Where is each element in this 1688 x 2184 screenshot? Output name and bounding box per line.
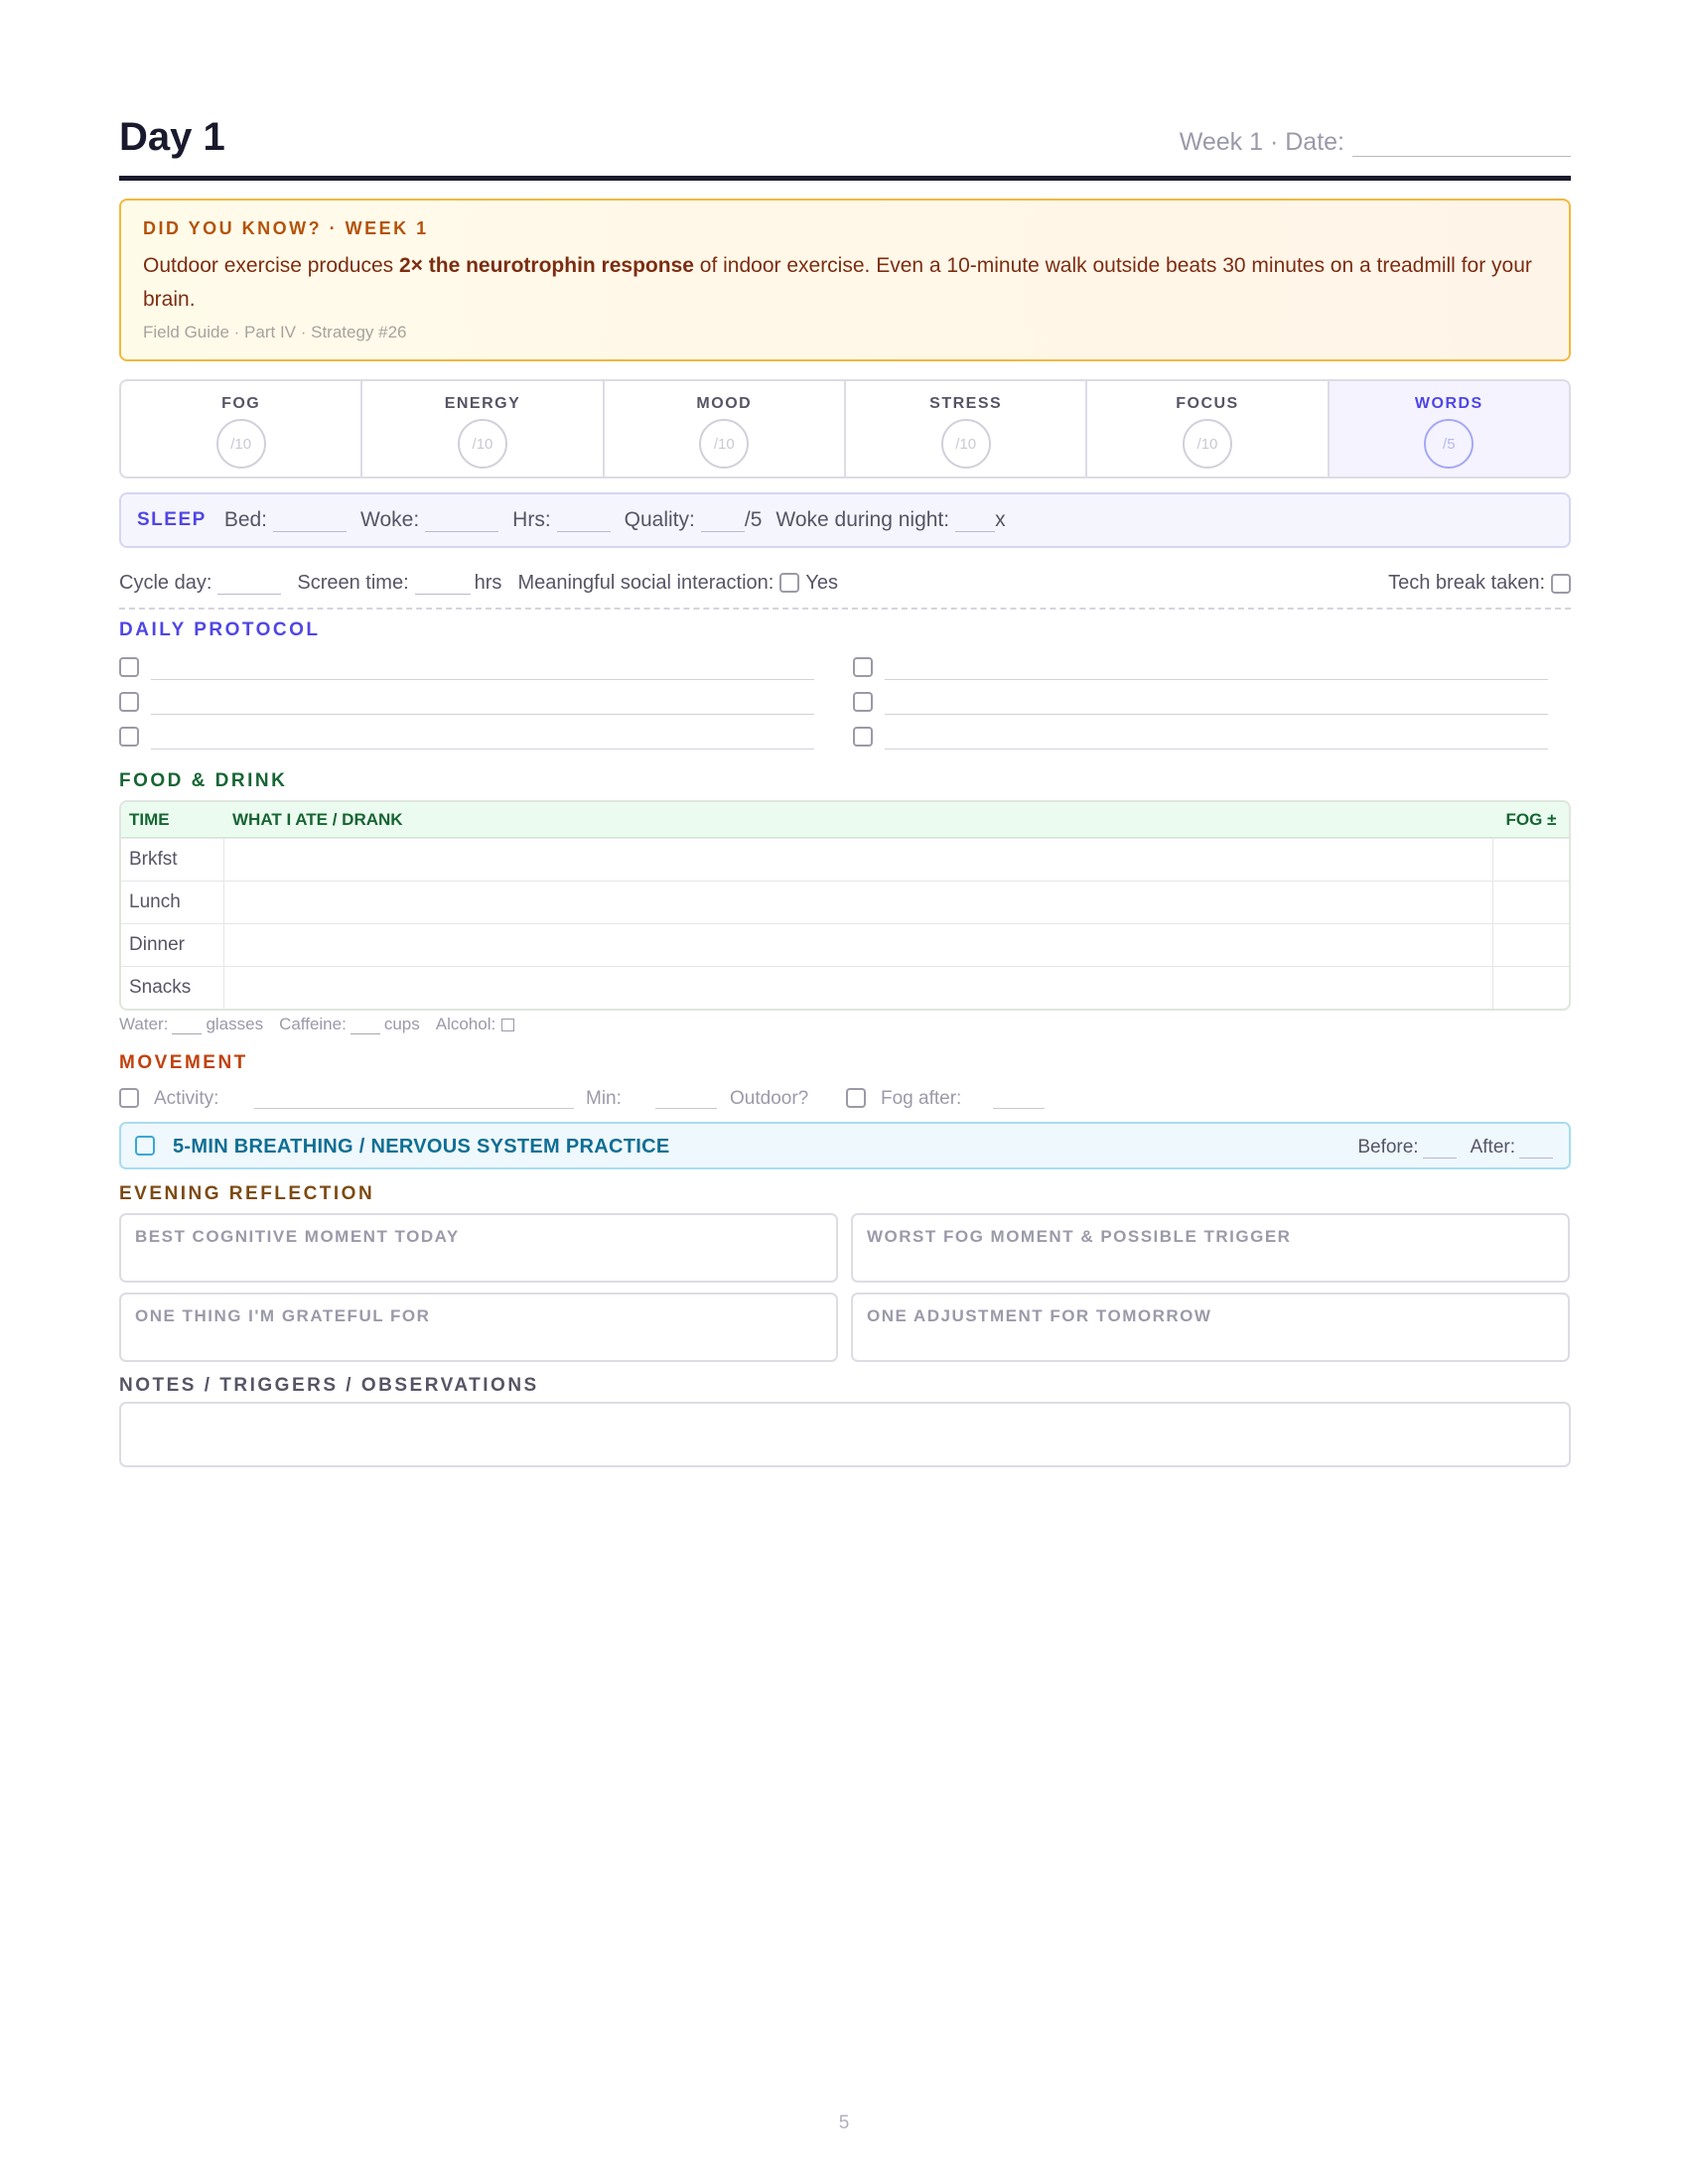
alcohol-label: Alcohol: — [435, 1015, 496, 1033]
meal-fog[interactable] — [1493, 882, 1569, 923]
meal-label: Dinner — [121, 924, 224, 966]
page-number: 5 — [838, 2113, 850, 2133]
screen-time-input[interactable] — [415, 575, 471, 595]
outdoor-label: Outdoor? — [730, 1088, 809, 1109]
table-row — [121, 838, 1569, 881]
protocol-checkbox[interactable] — [119, 657, 139, 677]
tech-break-label: Tech break taken: — [1388, 572, 1545, 594]
misc-row — [119, 570, 1571, 610]
protocol-item — [853, 723, 1548, 752]
meal-label: Lunch — [121, 882, 224, 923]
caffeine-label: Caffeine: — [279, 1015, 347, 1033]
screen-time-unit: hrs — [474, 572, 502, 594]
meal-label: Snacks — [121, 967, 224, 1009]
rating-input[interactable]: /10 — [458, 419, 507, 469]
rating-input[interactable]: /5 — [1424, 419, 1474, 469]
time-header: TIME — [129, 809, 170, 829]
social-yes-label: Yes — [805, 572, 838, 594]
activity-label: Activity: — [154, 1088, 219, 1109]
cycle-day-input[interactable] — [217, 575, 281, 595]
meal-label: Brkfst — [121, 839, 224, 881]
protocol-line[interactable] — [885, 679, 1548, 680]
rating-input[interactable]: /10 — [941, 419, 991, 469]
protocol-checkbox[interactable] — [853, 727, 873, 747]
rating-label: ENERGY — [444, 395, 521, 412]
protocol-line[interactable] — [151, 679, 814, 680]
callout-body-text: Outdoor exercise produces — [143, 254, 399, 277]
adjustment-box[interactable]: ONE ADJUSTMENT FOR TOMORROW — [851, 1293, 1570, 1362]
evening-reflection-heading: EVENING REFLECTION — [119, 1183, 375, 1204]
social-label: Meaningful social interaction: — [517, 572, 774, 594]
quality-scale: /5 — [744, 508, 763, 531]
before-label: Before: — [1357, 1137, 1419, 1158]
date-meta — [1180, 128, 1571, 157]
water-unit: glasses — [206, 1015, 264, 1033]
breathing-checkbox[interactable] — [135, 1136, 155, 1156]
sleep-tag: SLEEP — [137, 509, 207, 530]
worst-fog-box[interactable]: WORST FOG MOMENT & POSSIBLE TRIGGER — [851, 1213, 1570, 1283]
tech-break-checkbox[interactable] — [1551, 574, 1571, 594]
before-input[interactable] — [1423, 1139, 1457, 1159]
bed-label: Bed: — [223, 508, 268, 531]
woke-field — [360, 508, 498, 532]
protocol-line[interactable] — [151, 749, 814, 750]
woke-night-input[interactable] — [955, 512, 995, 532]
hrs-input[interactable] — [557, 512, 611, 532]
protocol-line[interactable] — [885, 714, 1548, 715]
table-row — [121, 881, 1569, 923]
rating-label: MOOD — [696, 395, 753, 412]
rating-mood — [605, 381, 846, 477]
protocol-checkbox[interactable] — [119, 727, 139, 747]
sleep-row — [119, 492, 1571, 548]
bed-input[interactable] — [273, 512, 347, 532]
protocol-checkbox[interactable] — [853, 692, 873, 712]
protocol-item — [853, 653, 1548, 683]
week-date-label: Week 1 · Date: — [1179, 128, 1344, 156]
protocol-line[interactable] — [151, 714, 814, 715]
misc-right — [1388, 572, 1571, 595]
misc-left — [119, 572, 838, 595]
after-label: After: — [1470, 1137, 1515, 1158]
callout-body-emphasis: 2× the neurotrophin response — [398, 254, 694, 277]
callout-heading: DID YOU KNOW? · WEEK 1 — [143, 218, 429, 238]
rating-label: STRESS — [929, 395, 1003, 412]
outdoor-checkbox[interactable] — [846, 1088, 866, 1108]
fog-header: FOG ± — [1505, 809, 1557, 829]
intake-row — [119, 1015, 514, 1034]
food-table-header — [121, 802, 1569, 838]
callout-body-text-rest: of indoor exercise. Even a 10-minute walk outside beats 30 minutes on a treadmill for your brain. — [143, 254, 1532, 311]
alcohol-checkbox[interactable] — [501, 1019, 514, 1031]
rating-input[interactable]: /10 — [699, 419, 749, 469]
protocol-checkbox[interactable] — [119, 692, 139, 712]
food-drink-heading: FOOD & DRINK — [119, 770, 288, 791]
bed-field — [224, 508, 347, 532]
movement-row — [119, 1084, 1112, 1114]
min-label: Min: — [586, 1088, 622, 1109]
protocol-item — [119, 688, 814, 718]
activity-input[interactable] — [254, 1108, 574, 1109]
did-you-know-callout — [119, 199, 1571, 361]
fog-after-input[interactable] — [993, 1108, 1045, 1109]
screen-time-label: Screen time: — [297, 572, 409, 594]
movement-heading: MOVEMENT — [119, 1052, 248, 1073]
quality-field — [625, 508, 763, 532]
meal-entry[interactable] — [224, 967, 1493, 1009]
activity-checkbox[interactable] — [119, 1088, 139, 1108]
rating-words — [1330, 381, 1569, 477]
woke-night-field — [775, 508, 1005, 532]
water-input[interactable] — [172, 1019, 202, 1034]
woke-input[interactable] — [425, 512, 498, 532]
breathing-practice — [119, 1122, 1571, 1169]
woke-night-label: Woke during night: — [775, 508, 950, 531]
protocol-item — [853, 688, 1548, 718]
date-input[interactable] — [1352, 135, 1571, 157]
breathing-before-after — [1357, 1137, 1553, 1159]
breathing-label: 5-MIN BREATHING / NERVOUS SYSTEM PRACTICE — [173, 1136, 670, 1158]
hrs-field — [512, 508, 611, 532]
daily-protocol-heading: DAILY PROTOCOL — [119, 619, 321, 640]
rating-input[interactable]: /10 — [216, 419, 266, 469]
meal-fog[interactable] — [1493, 967, 1569, 1009]
notes-box[interactable] — [119, 1402, 1571, 1467]
meal-entry[interactable] — [224, 924, 1493, 966]
rating-label: WORDS — [1414, 395, 1483, 412]
fog-after-label: Fog after: — [881, 1088, 962, 1109]
min-input[interactable] — [655, 1108, 717, 1109]
meal-fog[interactable] — [1493, 924, 1569, 966]
rating-stress — [846, 381, 1087, 477]
table-row — [121, 966, 1569, 1009]
rating-energy — [362, 381, 604, 477]
page-title: Day 1 — [119, 115, 225, 159]
rating-input[interactable]: /10 — [1183, 419, 1232, 469]
quality-input[interactable] — [701, 512, 745, 532]
callout-body — [143, 249, 1547, 317]
meal-entry[interactable] — [224, 839, 1493, 881]
table-row — [121, 923, 1569, 966]
woke-label: Woke: — [360, 508, 420, 531]
notes-heading: NOTES / TRIGGERS / OBSERVATIONS — [119, 1375, 539, 1396]
what-header: WHAT I ATE / DRANK — [232, 809, 403, 829]
food-table — [119, 800, 1571, 1011]
protocol-checkbox[interactable] — [853, 657, 873, 677]
cycle-day-label: Cycle day: — [119, 572, 212, 594]
grateful-box[interactable]: ONE THING I'M GRATEFUL FOR — [119, 1293, 838, 1362]
best-moment-box[interactable]: BEST COGNITIVE MOMENT TODAY — [119, 1213, 838, 1283]
page-header — [119, 111, 1571, 181]
rating-focus — [1087, 381, 1329, 477]
social-checkbox[interactable] — [779, 573, 799, 593]
caffeine-unit: cups — [383, 1015, 420, 1033]
daily-ratings — [119, 379, 1571, 478]
meal-fog[interactable] — [1493, 839, 1569, 881]
quality-label: Quality: — [624, 508, 695, 531]
hrs-label: Hrs: — [512, 508, 551, 531]
meal-entry[interactable] — [224, 882, 1493, 923]
rating-fog — [121, 381, 362, 477]
woke-night-unit: x — [995, 508, 1006, 531]
water-label: Water: — [119, 1015, 169, 1033]
callout-source: Field Guide · Part IV · Strategy #26 — [143, 323, 407, 341]
protocol-item — [119, 723, 814, 752]
after-input[interactable] — [1519, 1139, 1553, 1159]
rating-label: FOCUS — [1176, 395, 1239, 412]
protocol-item — [119, 653, 814, 683]
rating-label: FOG — [221, 395, 261, 412]
caffeine-input[interactable] — [351, 1019, 380, 1034]
protocol-line[interactable] — [885, 749, 1548, 750]
